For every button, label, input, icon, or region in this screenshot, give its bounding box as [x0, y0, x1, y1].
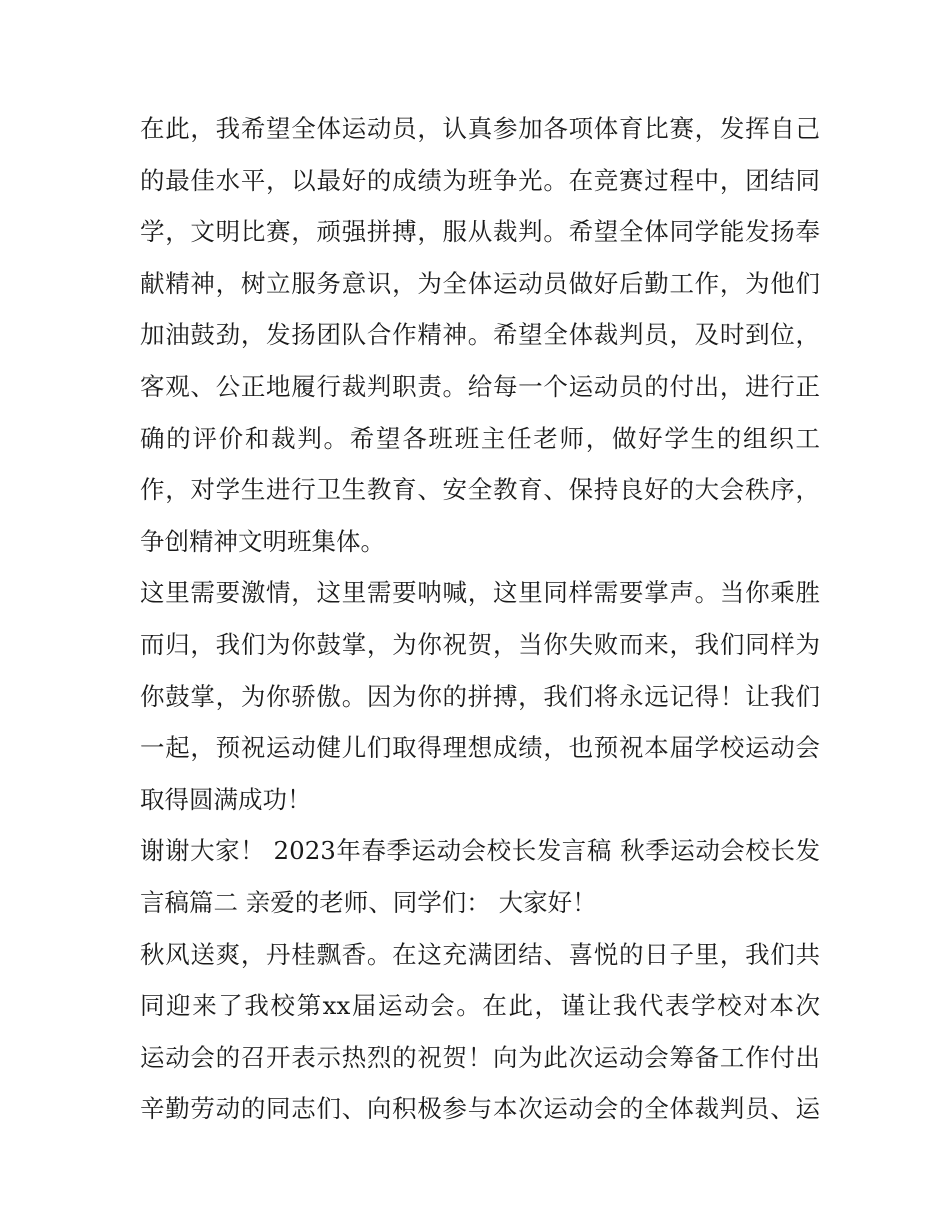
text-line: 取得圆满成功！ [140, 784, 312, 814]
text-line: 秋风送爽，丹桂飘香。在这充满团结、喜悦的日子里，我们共 [140, 939, 820, 969]
text-line: 在此，我希望全体运动员，认真参加各项体育比赛，发挥自己 [140, 114, 820, 143]
text-line: 这里需要激情，这里需要呐喊，这里同样需要掌声。当你乘胜 [140, 578, 820, 608]
text-line: 一起，预祝运动健儿们取得理想成绩，也预祝本届学校运动会 [140, 733, 820, 763]
text-line: 同迎来了我校第xx届运动会。在此，谨让我代表学校对本次 [140, 991, 820, 1021]
text-line: 运动会的召开表示热烈的祝贺！向为此次运动会筹备工作付出 [140, 1042, 820, 1072]
text-line: 谢谢大家！ 2023年春季运动会校长发言稿 秋季运动会校长发 [140, 836, 820, 866]
text-line: 辛勤劳动的同志们、向积极参与本次运动会的全体裁判员、运 [140, 1094, 820, 1124]
text-line: 客观、公正地履行裁判职责。给每一个运动员的付出，进行正 [140, 371, 820, 401]
text-line: 确的评价和裁判。希望各班班主任老师，做好学生的组织工 [140, 423, 820, 453]
text-line: 学，文明比赛，顽强拼搏，服从裁判。希望全体同学能发扬奉 [140, 217, 820, 247]
text-line: 而归，我们为你鼓掌，为你祝贺，当你失败而来，我们同样为 [140, 629, 820, 659]
text-line: 作，对学生进行卫生教育、安全教育、保持良好的大会秩序， [140, 475, 820, 505]
text-line: 的最佳水平，以最好的成绩为班争光。在竞赛过程中，团结同 [140, 165, 820, 195]
text-line: 加油鼓劲，发扬团队合作精神。希望全体裁判员，及时到位， [140, 320, 820, 350]
text-line: 争创精神文明班集体。 [140, 526, 385, 556]
text-line: 言稿篇二 亲爱的老师、同学们： 大家好！ [140, 887, 597, 917]
text-line: 献精神，树立服务意识，为全体运动员做好后勤工作，为他们 [140, 268, 820, 298]
body-text [140, 103, 820, 1135]
text-line: 你鼓掌，为你骄傲。因为你的拼搏，我们将永远记得！让我们 [140, 681, 820, 711]
